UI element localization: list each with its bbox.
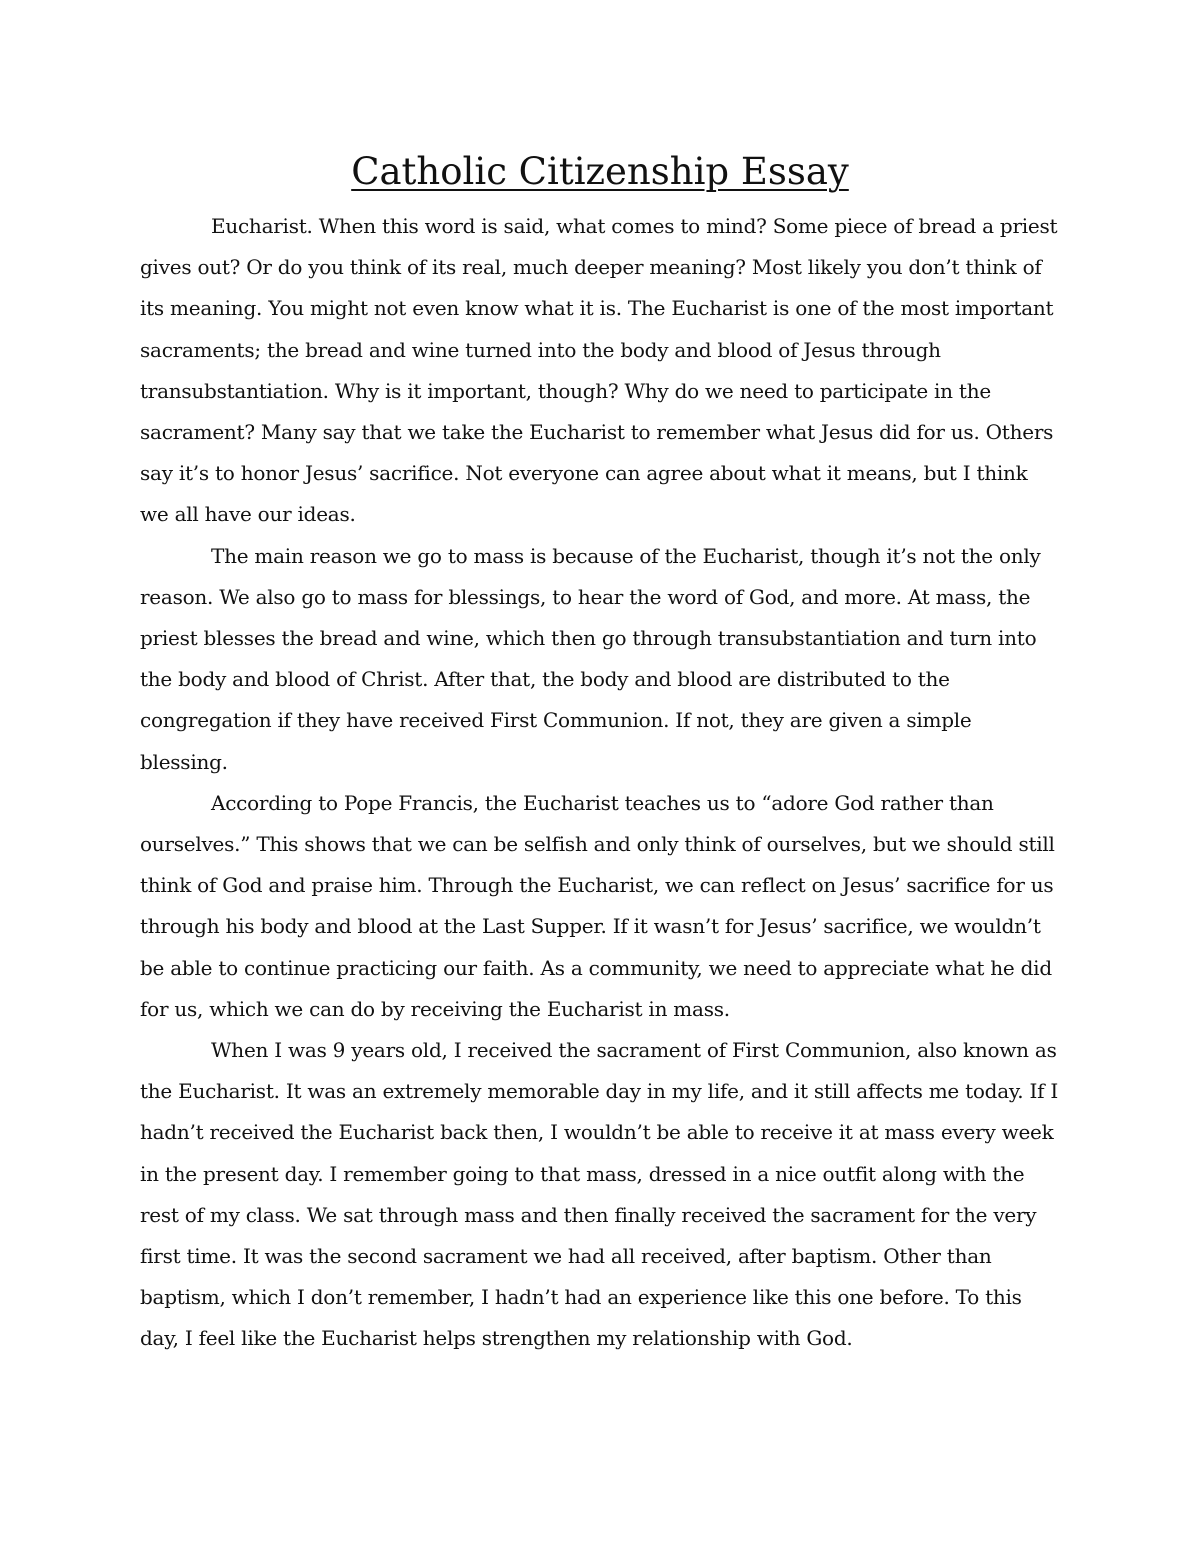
essay-paragraph: According to Pope Francis, the Eucharist teaches us to “adore God rather than ourselves.” This shows that we can be selfish and only think of ourselves, but we should still think of God and praise him. Through the Eucharist, we can reflect on Jesus’ sacrifice for us through his body and blood at the Last Supper. If it wasn’t for Jesus’ sacrifice, we wouldn’t be able to continue practicing our faith. As a community, we need to appreciate what he did for us, which we can do by receiving the Eucharist in mass. — [140, 790, 1055, 1021]
document-title: Catholic Citizenship Essay — [351, 150, 849, 193]
essay-paragraph: When I was 9 years old, I received the sacrament of First Communion, also known as the Eucharist. It was an extremely memorable day in my life, and it still affects me today. If I hadn’t received the Eucharist back then, I wouldn’t be able to receive it at mass every week in the present day. I remember going to that mass, dressed in a nice outfit along with the rest of my class. We sat through mass and then finally received the sacrament for the very first time. It was the second sacrament we had all received, after baptism. Other than baptism, which I don’t remember, I hadn’t had an experience like this one before. To this day, I feel like the Eucharist helps strengthen my relationship with God. — [140, 1038, 1059, 1351]
essay-paragraph: The main reason we go to mass is because of the Eucharist, though it’s not the only reason. We also go to mass for blessings, to hear the word of God, and more. At mass, the priest blesses the bread and wine, which then go through transubstantiation and turn into the body and blood of Christ. After that, the body and blood are distributed to the congregation if they have received First Communion. If not, they are given a simple blessing. — [140, 543, 1041, 774]
essay-paragraph: Eucharist. When this word is said, what comes to mind? Some piece of bread a priest gives out? Or do you think of its real, much deeper meaning? Most likely you don’t think of its meaning. You might not even know what it is. The Eucharist is one of the most important sacraments; the bread and wine turned into the body and blood of Jesus through transubstantiation. Why is it important, though? Why do we need to participate in the sacrament? Many say that we take the Eucharist to remember what Jesus did for us. Others say it’s to honor Jesus’ sacrifice. Not everyone can agree about what it means, but I think we all have our ideas. — [140, 214, 1058, 527]
essay-body — [140, 206, 1060, 1360]
